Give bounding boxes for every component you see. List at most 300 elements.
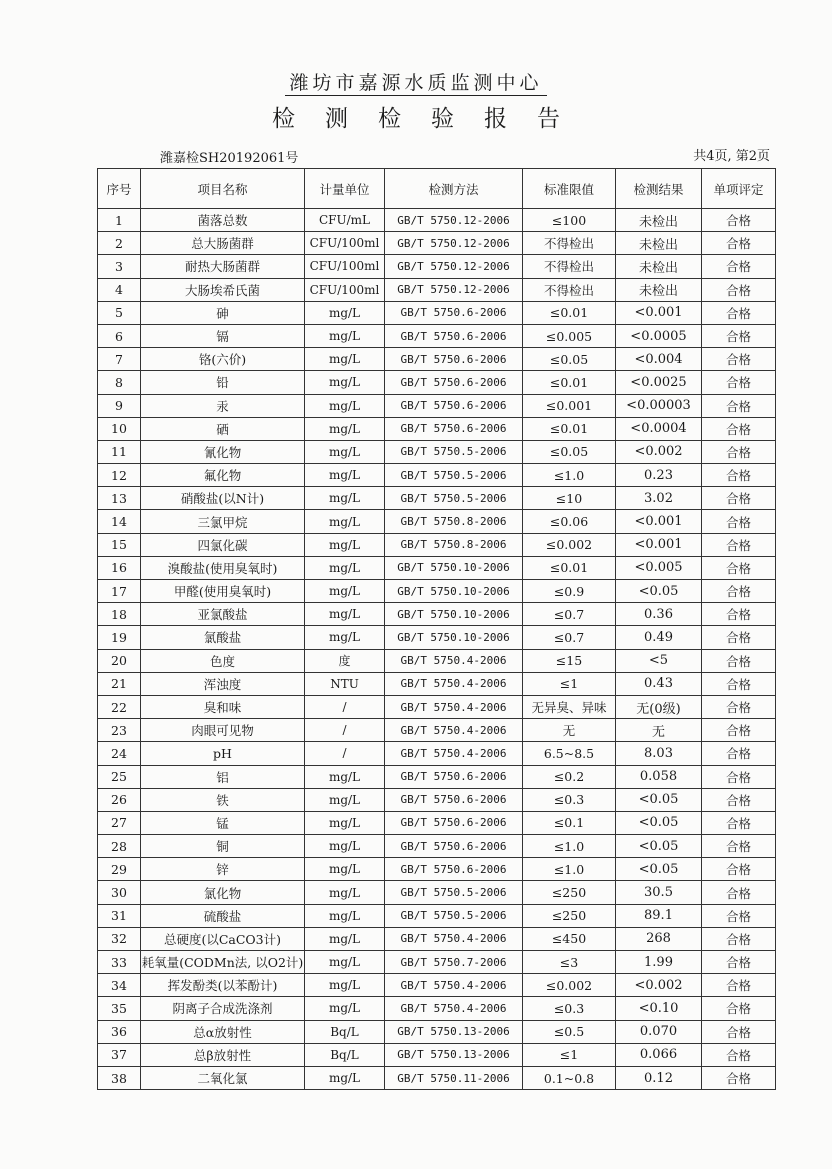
cell-no: 13 (98, 487, 141, 510)
page-info: 共4页, 第2页 (693, 149, 770, 164)
table-row (98, 324, 776, 347)
cell-result: <0.004 (616, 348, 702, 371)
cell-unit: mg/L (305, 858, 385, 881)
cell-result: <0.0005 (616, 324, 702, 347)
cell-eval: 合格 (702, 835, 776, 858)
col-header-result: 检测结果 (616, 169, 702, 209)
table-row (98, 580, 776, 603)
cell-limit: ≤0.01 (523, 417, 616, 440)
cell-no: 15 (98, 533, 141, 556)
cell-eval: 合格 (702, 788, 776, 811)
cell-unit: CFU/mL (305, 209, 385, 232)
cell-result: <0.0025 (616, 371, 702, 394)
cell-item: 亚氯酸盐 (141, 603, 305, 626)
cell-unit: / (305, 742, 385, 765)
cell-no: 28 (98, 835, 141, 858)
cell-eval: 合格 (702, 1066, 776, 1089)
cell-eval: 合格 (702, 371, 776, 394)
cell-item: 氯化物 (141, 881, 305, 904)
col-header-item: 项目名称 (141, 169, 305, 209)
cell-unit: mg/L (305, 487, 385, 510)
cell-result: <5 (616, 649, 702, 672)
table-row (98, 927, 776, 950)
cell-eval: 合格 (702, 510, 776, 533)
table-row (98, 811, 776, 834)
cell-no: 25 (98, 765, 141, 788)
cell-item: 铝 (141, 765, 305, 788)
cell-item: 总β放射性 (141, 1043, 305, 1066)
cell-unit: mg/L (305, 881, 385, 904)
table-row (98, 232, 776, 255)
cell-limit: ≤1.0 (523, 858, 616, 881)
cell-eval: 合格 (702, 811, 776, 834)
cell-limit: ≤0.005 (523, 324, 616, 347)
cell-eval: 合格 (702, 324, 776, 347)
cell-result: <0.001 (616, 301, 702, 324)
table-row (98, 255, 776, 278)
cell-unit: mg/L (305, 997, 385, 1020)
cell-unit: mg/L (305, 603, 385, 626)
cell-unit: 度 (305, 649, 385, 672)
table-body (98, 209, 776, 1090)
cell-method: GB/T 5750.4-2006 (385, 649, 523, 672)
table-row (98, 835, 776, 858)
cell-method: GB/T 5750.13-2006 (385, 1020, 523, 1043)
table-row (98, 672, 776, 695)
cell-eval: 合格 (702, 695, 776, 718)
cell-limit: 不得检出 (523, 232, 616, 255)
cell-no: 23 (98, 719, 141, 742)
cell-item: 氟化物 (141, 464, 305, 487)
cell-limit: ≤0.002 (523, 533, 616, 556)
cell-method: GB/T 5750.6-2006 (385, 788, 523, 811)
table-row (98, 904, 776, 927)
cell-item: 总大肠菌群 (141, 232, 305, 255)
cell-method: GB/T 5750.6-2006 (385, 765, 523, 788)
table-row (98, 719, 776, 742)
cell-eval: 合格 (702, 858, 776, 881)
cell-limit: 不得检出 (523, 278, 616, 301)
table-row (98, 881, 776, 904)
cell-limit: ≤0.01 (523, 371, 616, 394)
cell-limit: ≤3 (523, 951, 616, 974)
cell-method: GB/T 5750.8-2006 (385, 533, 523, 556)
cell-item: 浑浊度 (141, 672, 305, 695)
cell-limit: ≤0.01 (523, 556, 616, 579)
cell-method: GB/T 5750.10-2006 (385, 603, 523, 626)
cell-limit: ≤1.0 (523, 464, 616, 487)
cell-item: 锰 (141, 811, 305, 834)
cell-limit: ≤100 (523, 209, 616, 232)
cell-limit: 无异臭、异味 (523, 695, 616, 718)
cell-unit: mg/L (305, 904, 385, 927)
cell-method: GB/T 5750.4-2006 (385, 695, 523, 718)
cell-no: 4 (98, 278, 141, 301)
cell-eval: 合格 (702, 974, 776, 997)
table-row (98, 348, 776, 371)
cell-unit: NTU (305, 672, 385, 695)
cell-eval: 合格 (702, 997, 776, 1020)
cell-result: <0.0004 (616, 417, 702, 440)
cell-method: GB/T 5750.7-2006 (385, 951, 523, 974)
cell-method: GB/T 5750.12-2006 (385, 232, 523, 255)
cell-item: 三氯甲烷 (141, 510, 305, 533)
cell-eval: 合格 (702, 649, 776, 672)
cell-no: 38 (98, 1066, 141, 1089)
cell-result: <0.05 (616, 580, 702, 603)
report-number: 潍嘉检SH20192061号 (160, 151, 299, 166)
cell-method: GB/T 5750.12-2006 (385, 278, 523, 301)
cell-method: GB/T 5750.5-2006 (385, 881, 523, 904)
cell-unit: mg/L (305, 371, 385, 394)
cell-method: GB/T 5750.6-2006 (385, 324, 523, 347)
cell-item: 氯酸盐 (141, 626, 305, 649)
table-row (98, 301, 776, 324)
cell-item: 耐热大肠菌群 (141, 255, 305, 278)
cell-item: 色度 (141, 649, 305, 672)
cell-item: 铬(六价) (141, 348, 305, 371)
col-header-method: 检测方法 (385, 169, 523, 209)
cell-eval: 合格 (702, 672, 776, 695)
cell-eval: 合格 (702, 626, 776, 649)
cell-limit: ≤15 (523, 649, 616, 672)
cell-eval: 合格 (702, 417, 776, 440)
table-row (98, 1020, 776, 1043)
cell-limit: 6.5~8.5 (523, 742, 616, 765)
cell-result: <0.002 (616, 440, 702, 463)
cell-eval: 合格 (702, 232, 776, 255)
table-row (98, 765, 776, 788)
cell-item: 铅 (141, 371, 305, 394)
table-row (98, 209, 776, 232)
cell-no: 37 (98, 1043, 141, 1066)
cell-eval: 合格 (702, 742, 776, 765)
cell-result: 1.99 (616, 951, 702, 974)
col-header-limit: 标准限值 (523, 169, 616, 209)
cell-eval: 合格 (702, 487, 776, 510)
cell-unit: CFU/100ml (305, 232, 385, 255)
cell-limit: ≤0.2 (523, 765, 616, 788)
cell-no: 16 (98, 556, 141, 579)
cell-method: GB/T 5750.6-2006 (385, 301, 523, 324)
cell-limit: 0.1~0.8 (523, 1066, 616, 1089)
cell-no: 3 (98, 255, 141, 278)
cell-item: 大肠埃希氏菌 (141, 278, 305, 301)
cell-no: 8 (98, 371, 141, 394)
cell-unit: mg/L (305, 324, 385, 347)
table-row (98, 626, 776, 649)
cell-method: GB/T 5750.8-2006 (385, 510, 523, 533)
results-table (97, 168, 776, 1090)
cell-result: 未检出 (616, 209, 702, 232)
cell-unit: mg/L (305, 974, 385, 997)
cell-no: 30 (98, 881, 141, 904)
cell-eval: 合格 (702, 348, 776, 371)
cell-no: 19 (98, 626, 141, 649)
cell-no: 11 (98, 440, 141, 463)
table-row (98, 788, 776, 811)
report-title: 检测检验报告 (272, 106, 590, 132)
cell-item: pH (141, 742, 305, 765)
cell-eval: 合格 (702, 1043, 776, 1066)
cell-method: GB/T 5750.4-2006 (385, 719, 523, 742)
cell-item: 总硬度(以CaCO3计) (141, 927, 305, 950)
cell-eval: 合格 (702, 278, 776, 301)
table-row (98, 278, 776, 301)
cell-limit: ≤0.3 (523, 997, 616, 1020)
table-row (98, 742, 776, 765)
cell-item: 甲醛(使用臭氧时) (141, 580, 305, 603)
cell-item: 四氯化碳 (141, 533, 305, 556)
cell-no: 31 (98, 904, 141, 927)
cell-method: GB/T 5750.4-2006 (385, 927, 523, 950)
cell-no: 7 (98, 348, 141, 371)
cell-no: 10 (98, 417, 141, 440)
cell-limit: ≤0.3 (523, 788, 616, 811)
table-row (98, 997, 776, 1020)
cell-method: GB/T 5750.6-2006 (385, 371, 523, 394)
table-row (98, 440, 776, 463)
cell-result: 0.070 (616, 1020, 702, 1043)
cell-no: 14 (98, 510, 141, 533)
cell-no: 1 (98, 209, 141, 232)
cell-eval: 合格 (702, 1020, 776, 1043)
cell-unit: mg/L (305, 394, 385, 417)
cell-eval: 合格 (702, 603, 776, 626)
cell-no: 20 (98, 649, 141, 672)
cell-item: 肉眼可见物 (141, 719, 305, 742)
cell-unit: mg/L (305, 464, 385, 487)
col-header-unit: 计量单位 (305, 169, 385, 209)
table-header-row (98, 169, 776, 209)
cell-method: GB/T 5750.10-2006 (385, 626, 523, 649)
cell-unit: mg/L (305, 301, 385, 324)
cell-no: 6 (98, 324, 141, 347)
cell-eval: 合格 (702, 765, 776, 788)
table-row (98, 649, 776, 672)
table-row (98, 394, 776, 417)
cell-eval: 合格 (702, 580, 776, 603)
cell-limit: ≤10 (523, 487, 616, 510)
cell-no: 36 (98, 1020, 141, 1043)
cell-result: <0.10 (616, 997, 702, 1020)
cell-unit: mg/L (305, 1066, 385, 1089)
cell-item: 铁 (141, 788, 305, 811)
organization-name-text: 潍坊市嘉源水质监测中心 (285, 72, 546, 96)
cell-result: 0.066 (616, 1043, 702, 1066)
cell-unit: mg/L (305, 348, 385, 371)
cell-result: <0.05 (616, 858, 702, 881)
cell-unit: mg/L (305, 951, 385, 974)
cell-result: 0.43 (616, 672, 702, 695)
cell-item: 硒 (141, 417, 305, 440)
cell-item: 挥发酚类(以苯酚计) (141, 974, 305, 997)
cell-eval: 合格 (702, 556, 776, 579)
cell-no: 17 (98, 580, 141, 603)
cell-item: 溴酸盐(使用臭氧时) (141, 556, 305, 579)
cell-limit: ≤0.002 (523, 974, 616, 997)
table-row (98, 417, 776, 440)
cell-item: 砷 (141, 301, 305, 324)
table-row (98, 974, 776, 997)
cell-no: 34 (98, 974, 141, 997)
cell-item: 氰化物 (141, 440, 305, 463)
table-row (98, 371, 776, 394)
table-row (98, 695, 776, 718)
cell-result: 未检出 (616, 232, 702, 255)
cell-limit: 无 (523, 719, 616, 742)
cell-item: 耗氧量(CODMn法, 以O2计) (141, 951, 305, 974)
table-row (98, 603, 776, 626)
cell-result: <0.05 (616, 835, 702, 858)
cell-unit: mg/L (305, 580, 385, 603)
cell-eval: 合格 (702, 440, 776, 463)
cell-no: 21 (98, 672, 141, 695)
table-row (98, 951, 776, 974)
table-row (98, 464, 776, 487)
cell-eval: 合格 (702, 464, 776, 487)
col-header-eval: 单项评定 (702, 169, 776, 209)
cell-item: 菌落总数 (141, 209, 305, 232)
cell-limit: ≤0.06 (523, 510, 616, 533)
cell-no: 29 (98, 858, 141, 881)
table-row (98, 1066, 776, 1089)
cell-no: 12 (98, 464, 141, 487)
cell-unit: mg/L (305, 417, 385, 440)
cell-result: 无 (616, 719, 702, 742)
cell-limit: ≤250 (523, 904, 616, 927)
cell-no: 9 (98, 394, 141, 417)
cell-limit: ≤0.9 (523, 580, 616, 603)
cell-item: 臭和味 (141, 695, 305, 718)
cell-unit: mg/L (305, 556, 385, 579)
cell-no: 2 (98, 232, 141, 255)
cell-eval: 合格 (702, 255, 776, 278)
cell-limit: ≤0.1 (523, 811, 616, 834)
cell-limit: ≤1 (523, 1043, 616, 1066)
cell-result: <0.00003 (616, 394, 702, 417)
cell-result: <0.05 (616, 788, 702, 811)
organization-name (0, 68, 832, 95)
cell-method: GB/T 5750.6-2006 (385, 348, 523, 371)
cell-eval: 合格 (702, 533, 776, 556)
cell-unit: mg/L (305, 626, 385, 649)
cell-result: <0.002 (616, 974, 702, 997)
cell-eval: 合格 (702, 719, 776, 742)
cell-result: 0.36 (616, 603, 702, 626)
cell-limit: ≤0.5 (523, 1020, 616, 1043)
cell-eval: 合格 (702, 927, 776, 950)
cell-method: GB/T 5750.4-2006 (385, 997, 523, 1020)
cell-unit: mg/L (305, 788, 385, 811)
cell-no: 33 (98, 951, 141, 974)
cell-limit: ≤450 (523, 927, 616, 950)
cell-unit: Bq/L (305, 1020, 385, 1043)
cell-result: 0.23 (616, 464, 702, 487)
cell-method: GB/T 5750.4-2006 (385, 672, 523, 695)
cell-limit: ≤250 (523, 881, 616, 904)
cell-method: GB/T 5750.13-2006 (385, 1043, 523, 1066)
cell-item: 镉 (141, 324, 305, 347)
cell-result: <0.005 (616, 556, 702, 579)
cell-unit: mg/L (305, 533, 385, 556)
cell-unit: mg/L (305, 440, 385, 463)
cell-item: 硫酸盐 (141, 904, 305, 927)
cell-method: GB/T 5750.12-2006 (385, 209, 523, 232)
cell-limit: ≤0.7 (523, 603, 616, 626)
cell-method: GB/T 5750.6-2006 (385, 858, 523, 881)
cell-eval: 合格 (702, 209, 776, 232)
cell-unit: mg/L (305, 510, 385, 533)
cell-limit: ≤0.001 (523, 394, 616, 417)
cell-method: GB/T 5750.10-2006 (385, 556, 523, 579)
cell-unit: / (305, 719, 385, 742)
cell-item: 二氧化氯 (141, 1066, 305, 1089)
cell-method: GB/T 5750.5-2006 (385, 464, 523, 487)
cell-method: GB/T 5750.4-2006 (385, 742, 523, 765)
cell-unit: CFU/100ml (305, 278, 385, 301)
cell-unit: mg/L (305, 811, 385, 834)
cell-unit: / (305, 695, 385, 718)
table-row (98, 533, 776, 556)
cell-result: 0.49 (616, 626, 702, 649)
cell-method: GB/T 5750.11-2006 (385, 1066, 523, 1089)
cell-method: GB/T 5750.5-2006 (385, 440, 523, 463)
table-row (98, 556, 776, 579)
cell-method: GB/T 5750.5-2006 (385, 487, 523, 510)
cell-method: GB/T 5750.6-2006 (385, 417, 523, 440)
cell-limit: ≤0.7 (523, 626, 616, 649)
cell-result: <0.001 (616, 510, 702, 533)
cell-method: GB/T 5750.5-2006 (385, 904, 523, 927)
cell-item: 锌 (141, 858, 305, 881)
cell-result: 0.12 (616, 1066, 702, 1089)
cell-eval: 合格 (702, 904, 776, 927)
cell-limit: ≤0.05 (523, 440, 616, 463)
table-row (98, 1043, 776, 1066)
cell-unit: CFU/100ml (305, 255, 385, 278)
cell-method: GB/T 5750.4-2006 (385, 974, 523, 997)
table-row (98, 510, 776, 533)
cell-no: 35 (98, 997, 141, 1020)
cell-item: 阴离子合成洗涤剂 (141, 997, 305, 1020)
cell-no: 24 (98, 742, 141, 765)
cell-item: 硝酸盐(以N计) (141, 487, 305, 510)
cell-method: GB/T 5750.10-2006 (385, 580, 523, 603)
cell-result: 89.1 (616, 904, 702, 927)
cell-result: 268 (616, 927, 702, 950)
cell-method: GB/T 5750.6-2006 (385, 835, 523, 858)
cell-result: <0.05 (616, 811, 702, 834)
cell-unit: mg/L (305, 927, 385, 950)
cell-eval: 合格 (702, 301, 776, 324)
cell-result: 8.03 (616, 742, 702, 765)
cell-limit: ≤0.05 (523, 348, 616, 371)
cell-eval: 合格 (702, 951, 776, 974)
cell-limit: ≤1.0 (523, 835, 616, 858)
cell-no: 26 (98, 788, 141, 811)
cell-no: 27 (98, 811, 141, 834)
cell-unit: mg/L (305, 765, 385, 788)
cell-result: 无(0级) (616, 695, 702, 718)
table-row (98, 858, 776, 881)
cell-no: 5 (98, 301, 141, 324)
cell-result: 3.02 (616, 487, 702, 510)
cell-limit: ≤0.01 (523, 301, 616, 324)
cell-item: 汞 (141, 394, 305, 417)
cell-eval: 合格 (702, 394, 776, 417)
cell-no: 32 (98, 927, 141, 950)
